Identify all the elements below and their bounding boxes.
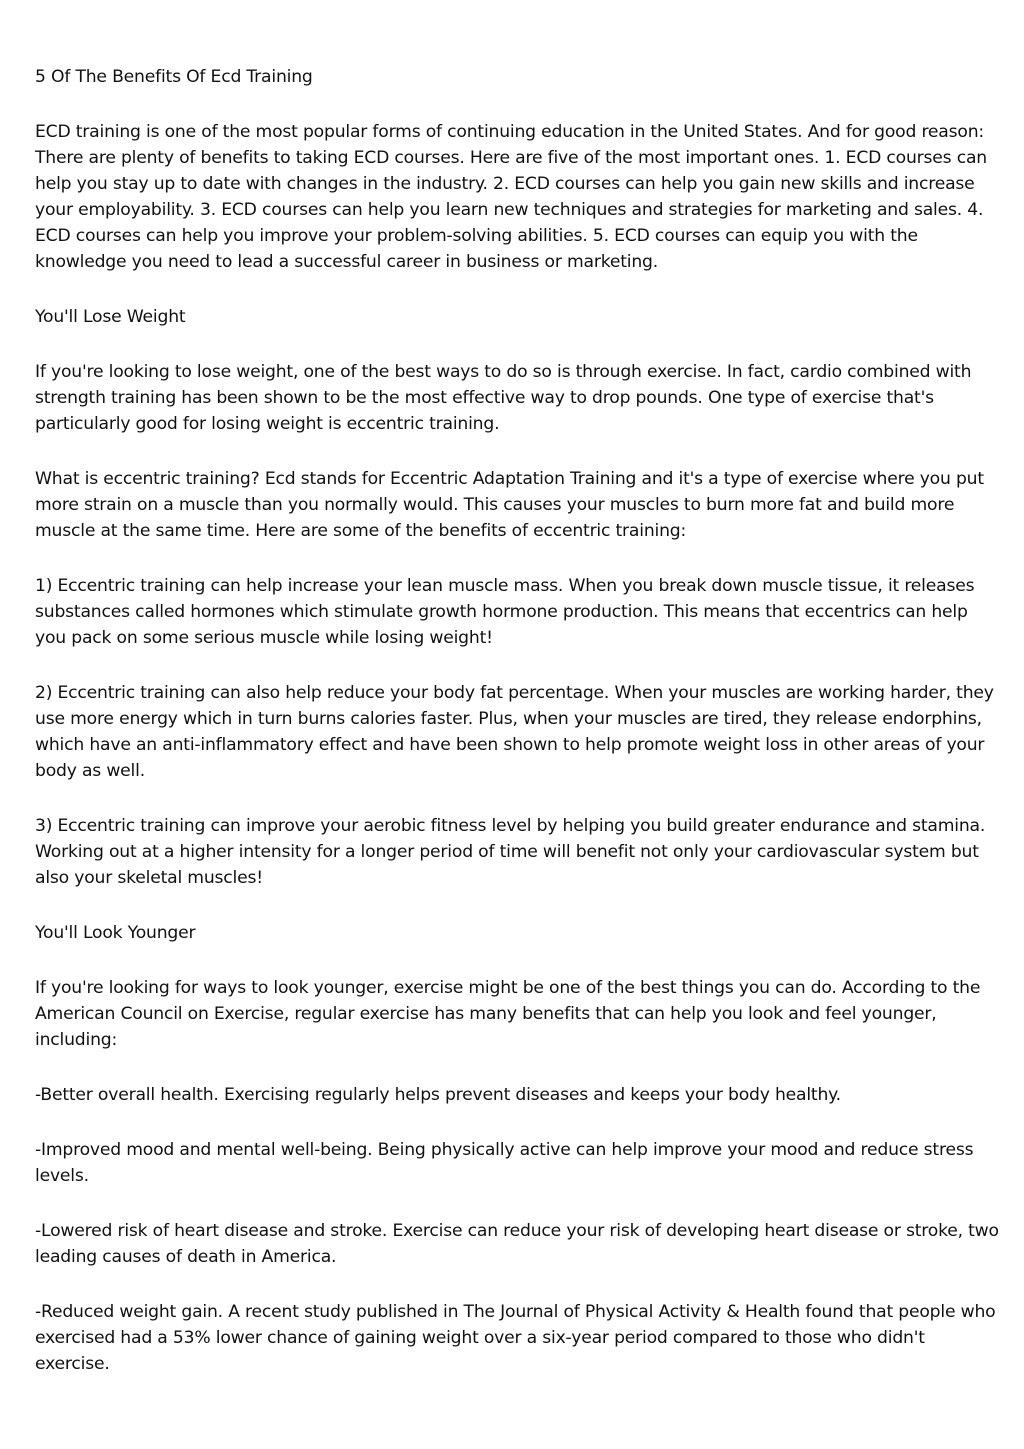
paragraph: 2) Eccentric training can also help reduce your body fat percentage. When your muscles are working harder, they use more energy which in turn burns calories faster. Plus, when your muscles are tired, they release endorphins, which have an anti-inflammatory effect and have been shown to help promote weight loss in other areas of your body as well. bbox=[35, 683, 994, 781]
list-item: -Better overall health. Exercising regularly helps prevent diseases and keeps your body healthy. bbox=[35, 1085, 841, 1105]
paragraph-intro: ECD training is one of the most popular forms of continuing education in the United States. And for good reason: There are plenty of benefits to taking ECD courses. Here are five of the most important ones. 1. ECD courses can help you stay up to date with changes in the industry. 2. ECD courses can help you gain new skills and increase your employability. 3. ECD courses can help you learn new techniques and strategies for marketing and sales. 4. ECD courses can help you improve your problem-solving abilities. 5. ECD courses can equip you with the knowledge you need to lead a successful career in business or marketing. bbox=[35, 122, 987, 272]
document-title: 5 Of The Benefits Of Ecd Training bbox=[35, 67, 313, 87]
list-item: -Improved mood and mental well-being. Being physically active can help improve your mood and reduce stress levels. bbox=[35, 1140, 974, 1186]
document-body bbox=[35, 64, 1000, 1406]
paragraph: If you're looking for ways to look younger, exercise might be one of the best things you can do. According to the American Council on Exercise, regular exercise has many benefits that can help you look and feel younger, including: bbox=[35, 978, 981, 1050]
list-item: -Lowered risk of heart disease and stroke. Exercise can reduce your risk of developing heart disease or stroke, two leading causes of death in America. bbox=[35, 1221, 999, 1267]
section-heading-look-younger: You'll Look Younger bbox=[35, 923, 196, 943]
paragraph: If you're looking to lose weight, one of the best ways to do so is through exercise. In fact, cardio combined with strength training has been shown to be the most effective way to drop pounds. One type of exercise that's particularly good for losing weight is eccentric training. bbox=[35, 362, 972, 434]
paragraph: 1) Eccentric training can help increase your lean muscle mass. When you break down muscle tissue, it releases substances called hormones which stimulate growth hormone production. This means that eccentrics can help you pack on some serious muscle while losing weight! bbox=[35, 576, 975, 648]
list-item: -Reduced weight gain. A recent study published in The Journal of Physical Activity & Health found that people who exercised had a 53% lower chance of gaining weight over a six-year period compared to those who didn't exercise. bbox=[35, 1302, 996, 1374]
paragraph: 3) Eccentric training can improve your aerobic fitness level by helping you build greater endurance and stamina. Working out at a higher intensity for a longer period of time will benefit not only your cardiovascular system but also your skeletal muscles! bbox=[35, 816, 986, 888]
section-heading-lose-weight: You'll Lose Weight bbox=[35, 307, 186, 327]
paragraph: What is eccentric training? Ecd stands for Eccentric Adaptation Training and it's a type of exercise where you put more strain on a muscle than you normally would. This causes your muscles to burn more fat and build more muscle at the same time. Here are some of the benefits of eccentric training: bbox=[35, 469, 984, 541]
